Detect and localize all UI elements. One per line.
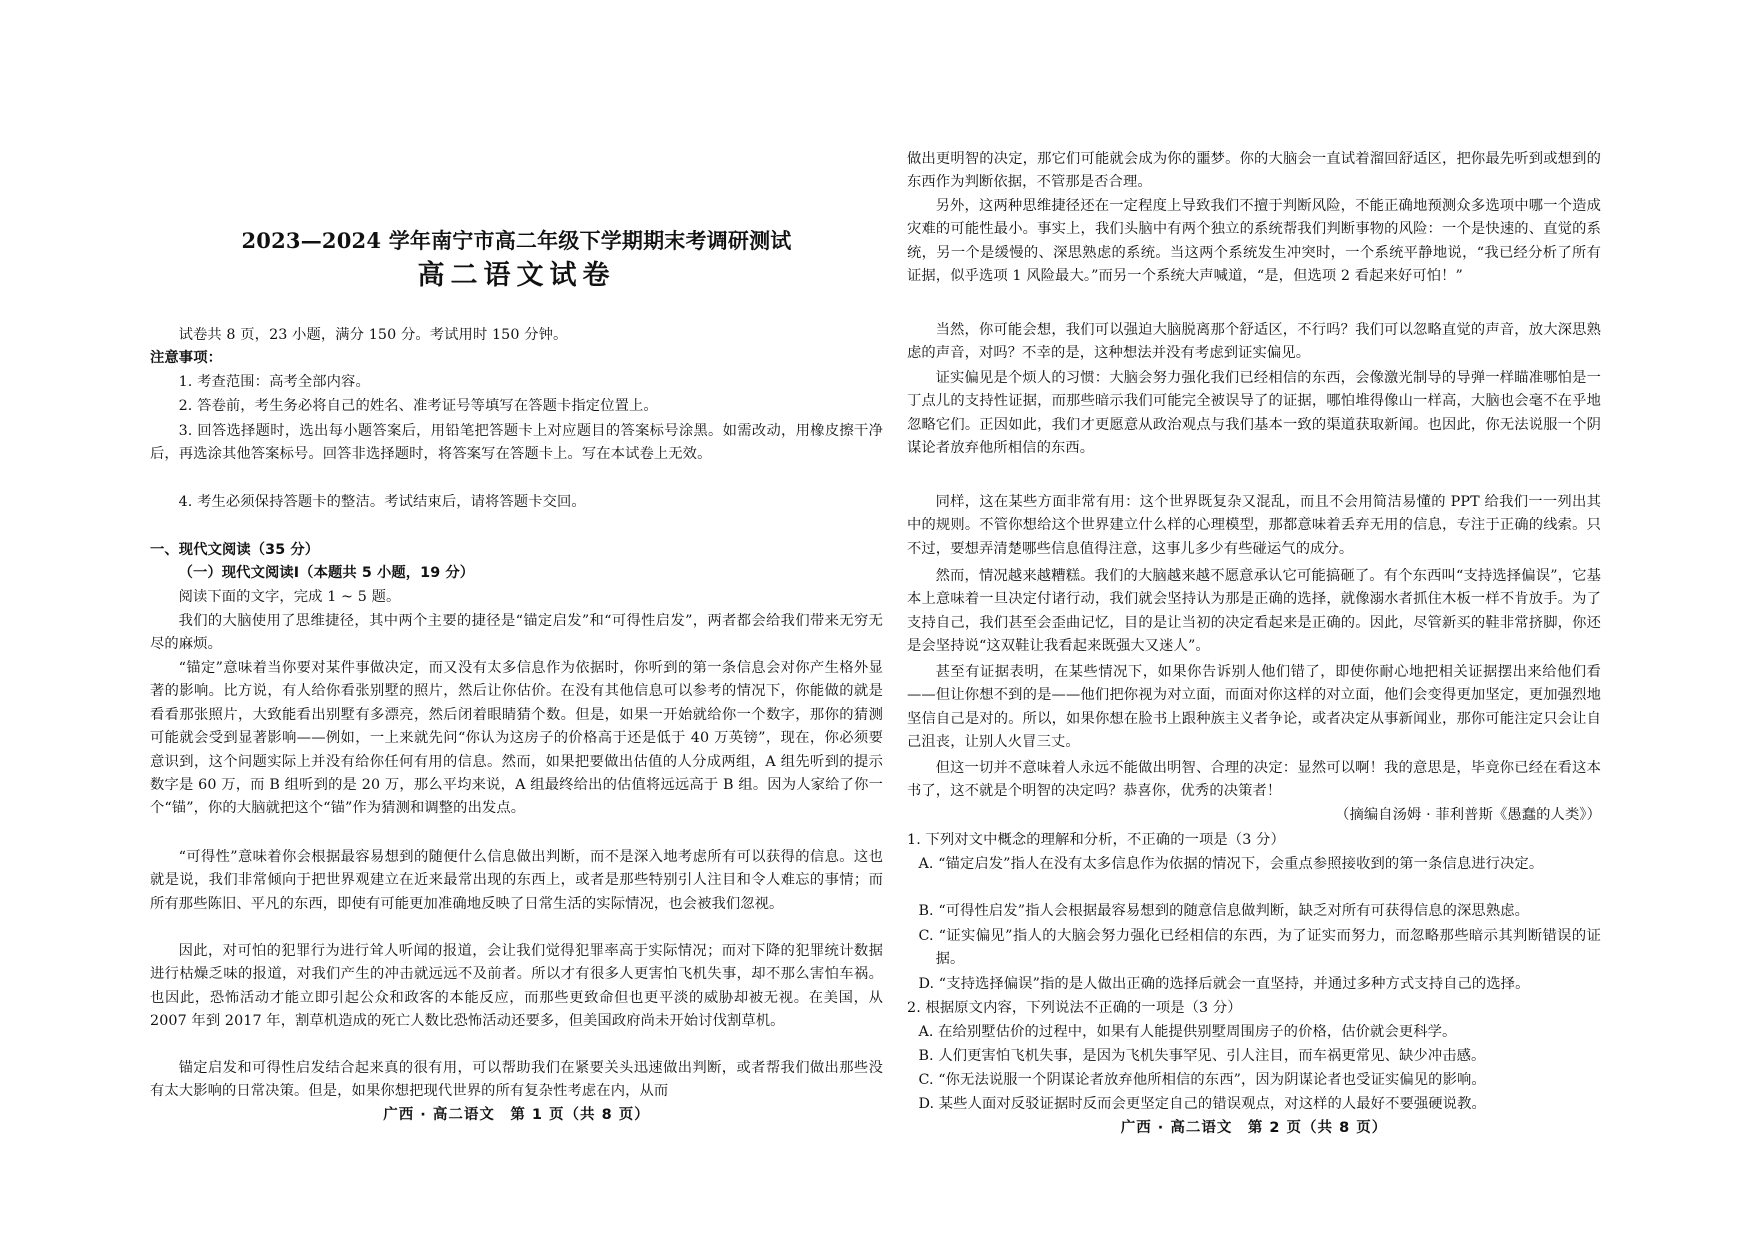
subsection-heading: （一）现代文阅读Ⅰ（本题共 5 小题，19 分） [178,565,475,581]
article-paragraph: 甚至有证据表明，在某些情况下，如果你告诉别人他们错了，即使你耐心地把相关证据摆出来给他们看——但让你想不到的是——他们把你视为对立面，而面对你这样的对立面，他们会变得更加坚定，更加强烈地坚信自己是对的。所以，如果你想在脸书上跟种族主义者争论，或者决定从事新闻业，那你可能注定只会让自己沮丧，让别人火冒三丈。 [907,664,1601,751]
question-stem: 1. 下列对文中概念的理解和分析，不正确的一项是（3 分） [907,832,1285,848]
notice-item: 2. 答卷前，考生务必将自己的姓名、准考证号等填写在答题卡指定位置上。 [178,398,658,414]
notice-item: 3. 回答选择题时，选出每小题答案后，用铅笔把答题卡上对应题目的答案标号涂黑。如需改动，用橡皮擦干净后，再选涂其他答案标号。回答非选择题时，将答案写在答题卡上。写在本试卷上无效。 [150,423,883,463]
article-paragraph: 当然，你可能会想，我们可以强迫大脑脱离那个舒适区，不行吗？我们可以忽略直觉的声音，放大深思熟虑的声音，对吗？不幸的是，这种想法并没有考虑到证实偏见。 [907,322,1601,362]
article-paragraph: 因此，对可怕的犯罪行为进行耸人听闻的报道，会让我们觉得犯罪率高于实际情况；而对下降的犯罪统计数据进行枯燥乏味的报道，对我们产生的冲击就远远不及前者。所以才有很多人更害怕飞机失事，却不那么害怕车祸。也因此，恐怖活动才能立即引起公众和政客的本能反应，而那些更致命但也更平淡的威胁却被无视。在美国，从 2007 年到 2017 年，割草机造成的死亡人数比恐怖活动还要多，但美国政府尚未开始讨伐割草机。 [150,943,883,1030]
article-paragraph: 证实偏见是个烦人的习惯：大脑会努力强化我们已经相信的东西，会像激光制导的导弹一样瞄准哪怕是一丁点儿的支持性证据，而那些暗示我们可能完全被误导了的证据，哪怕堆得像山一样高，大脑也会毫不在乎地忽略它们。正因如此，我们才更愿意从政治观点与我们基本一致的渠道获取新闻。也因此，你无法说服一个阴谋论者放弃他所相信的东西。 [907,370,1601,457]
page-footer: 广西 · 高二语文 第 1 页（共 8 页） [383,1107,650,1123]
section-heading: 一、现代文阅读（35 分） [150,542,320,558]
reading-instruction: 阅读下面的文字，完成 1 ~ 5 题。 [178,589,401,605]
exam-intro: 试卷共 8 页，23 小题，满分 150 分。考试用时 150 分钟。 [178,327,568,343]
question-stem: 2. 根据原文内容，下列说法不正确的一项是（3 分） [907,1000,1242,1016]
article-paragraph: “锚定”意味着当你要对某件事做决定，而又没有太多信息作为依据时，你听到的第一条信息会对你产生格外显著的影响。比方说，有人给你看张别墅的照片，然后让你估价。在没有其他信息可以参考的情况下，你能做的就是看看那张照片，大致能看出别墅有多漂亮，然后闭着眼睛猜个数。但是，如果一开始就给你一个数字，那你的猜测可能就会受到显著影响——例如，一上来就先问“你认为这房子的价格高于还是低于 40 万英镑”，现在，你必须要意识到，这个问题实际上并没有给你任何有用的信息。然而，如果把要做出估值的人分成两组，A 组先听到的提示数字是 60 万，而 B 组听到的是 20 万，那么平均来说，A 组最终给出的估值将远远高于 B 组。因为人家给了你一个“锚”，你的大脑就把这个“锚”作为猜测和调整的出发点。 [150,660,883,817]
exam-title: 2023—2024 学年南宁市高二年级下学期期末考调研测试 [241,228,792,253]
answer-option: D. 某些人面对反驳证据时反而会更坚定自己的错误观点，对这样的人最好不要强硬说教。 [918,1096,1486,1112]
source-citation: （摘编自汤姆 · 菲利普斯《愚蠢的人类》） [1335,807,1601,823]
article-paragraph: 我们的大脑使用了思维捷径，其中两个主要的捷径是“锚定启发”和“可得性启发”，两者都会给我们带来无穷无尽的麻烦。 [150,613,883,653]
article-paragraph: “可得性”意味着你会根据最容易想到的随便什么信息做出判断，而不是深入地考虑所有可以获得的信息。这也就是说，我们非常倾向于把世界观建立在近来最常出现的东西上，或者是那些特别引人注目和令人难忘的事情；而所有那些陈旧、平凡的东西，即使有可能更加准确地反映了日常生活的实际情况，也会被我们忽视。 [150,849,883,912]
answer-option: C. “证实偏见”指人的大脑会努力强化已经相信的东西，为了证实而努力，而忽略那些暗示其判断错误的证据。 [918,928,1601,968]
answer-option: B. “可得性启发”指人会根据最容易想到的随意信息做判断，缺乏对所有可获得信息的深思熟虑。 [918,903,1530,919]
answer-option: A. 在给别墅估价的过程中，如果有人能提供别墅周围房子的价格，估价就会更科学。 [918,1024,1457,1040]
article-paragraph: 另外，这两种思维捷径还在一定程度上导致我们不擅于判断风险，不能正确地预测众多选项中哪一个造成灾难的可能性最小。事实上，我们头脑中有两个独立的系统帮我们判断事物的风险：一个是快速的、直觉的系统，另一个是缓慢的、深思熟虑的系统。当这两个系统发生冲突时，一个系统平静地说，“我已经分析了所有证据，似乎选项 1 风险最大。”而另一个系统大声喊道，“是，但选项 2 看起来好可怕！” [907,198,1601,285]
answer-option: D. “支持选择偏误”指的是人做出正确的选择后就会一直坚持，并通过多种方式支持自己的选择。 [918,976,1530,992]
article-paragraph: 做出更明智的决定，那它们可能就会成为你的噩梦。你的大脑会一直试着溜回舒适区，把你最先听到或想到的东西作为判断依据，不管那是否合理。 [907,151,1601,191]
article-paragraph: 然而，情况越来越糟糕。我们的大脑越来越不愿意承认它可能搞砸了。有个东西叫“支持选择偏误”，它基本上意味着一旦决定付诸行动，我们就会坚持认为那是正确的选择，就像溺水者抓住木板一样不肯放手。为了支持自己，我们甚至会歪曲记忆，目的是让当初的决定看起来是正确的。因此，尽管新买的鞋非常挤脚，你还是会坚持说“这双鞋让我看起来既强大又迷人”。 [907,568,1601,655]
notice-heading: 注意事项： [150,350,222,366]
article-paragraph: 但这一切并不意味着人永远不能做出明智、合理的决定：显然可以啊！我的意思是，毕竟你已经在看这本书了，这不就是个明智的决定吗？恭喜你，优秀的决策者！ [907,760,1601,800]
exam-subtitle: 高二语文试卷 [417,260,616,291]
answer-option: B. 人们更害怕飞机失事，是因为飞机失事罕见、引人注目，而车祸更常见、缺少冲击感。 [918,1048,1486,1064]
article-paragraph: 同样，这在某些方面非常有用：这个世界既复杂又混乱，而且不会用简洁易懂的 PPT 给我们一一列出其中的规则。不管你想给这个世界建立什么样的心理模型，那都意味着丢弃无用的信息，专注于正确的线索。只不过，要想弄清楚哪些信息值得注意，这事儿多少有些碰运气的成分。 [907,494,1601,557]
notice-item: 1. 考查范围：高考全部内容。 [178,374,370,390]
answer-option: C. “你无法说服一个阴谋论者放弃他所相信的东西”，因为阴谋论者也受证实偏见的影响。 [918,1072,1486,1088]
notice-item: 4. 考生必须保持答题卡的整洁。考试结束后，请将答题卡交回。 [178,494,586,510]
page-footer: 广西 · 高二语文 第 2 页（共 8 页） [1120,1120,1388,1136]
article-paragraph: 锚定启发和可得性启发结合起来真的很有用，可以帮助我们在紧要关头迅速做出判断，或者帮我们做出那些没有太大影响的日常决策。但是，如果你想把现代世界的所有复杂性考虑在内，从而 [150,1060,883,1100]
answer-option: A. “锚定启发”指人在没有太多信息作为依据的情况下，会重点参照接收到的第一条信息进行决定。 [918,856,1544,872]
